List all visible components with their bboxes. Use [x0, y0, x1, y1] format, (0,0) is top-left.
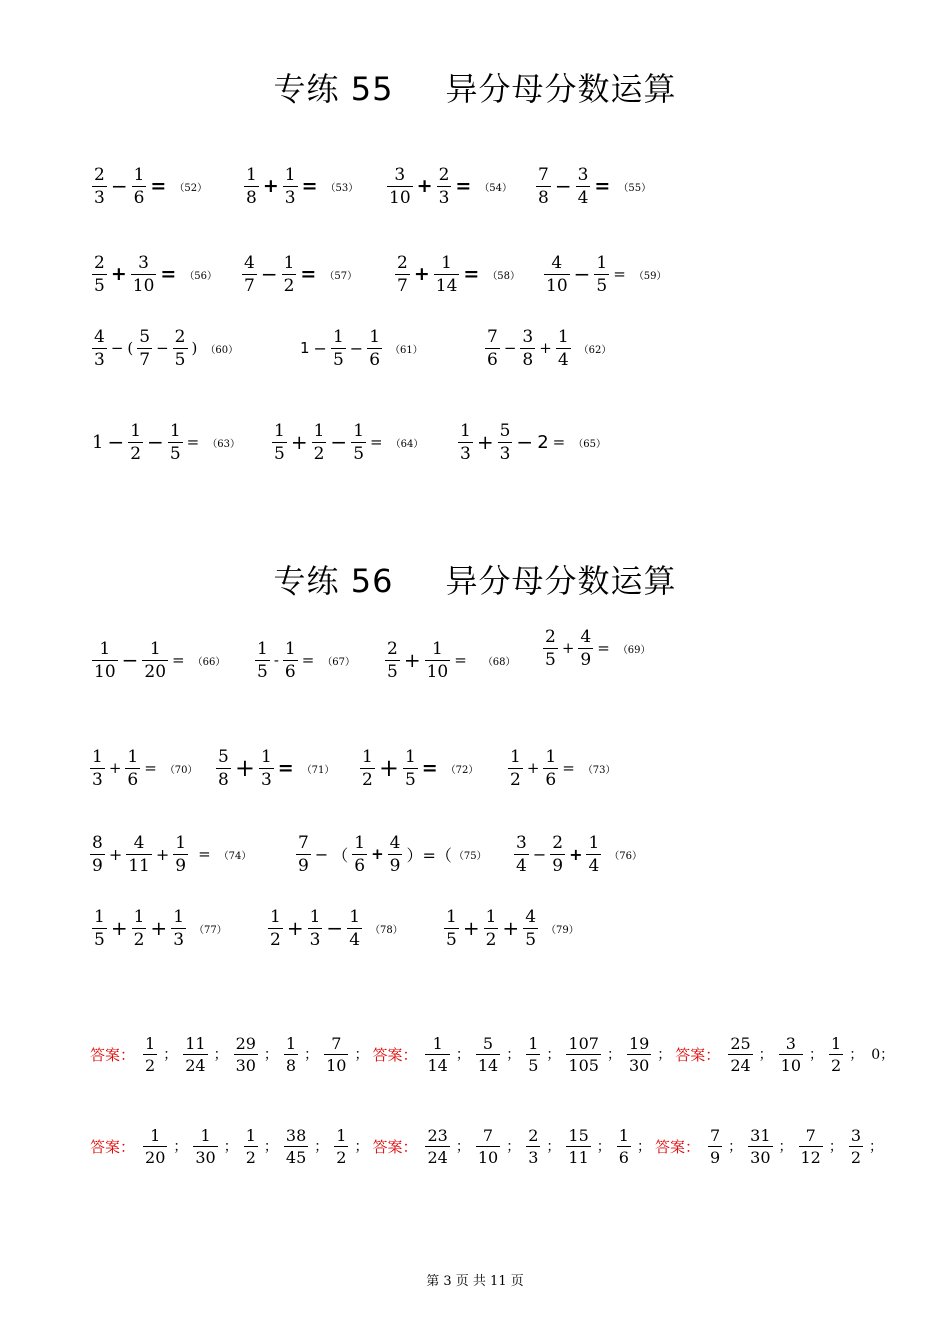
answer-fraction — [284, 1125, 308, 1168]
fraction: $\frac{1}{3}$ — [260, 746, 272, 790]
problem-number: （74） — [218, 850, 252, 862]
numerator: 7 — [709, 1125, 721, 1145]
fraction: $\frac{3}{4}$ — [516, 832, 527, 876]
separator: ； — [354, 1139, 369, 1155]
fraction: $\frac{4}{9}$ — [580, 626, 592, 670]
problem-63: 1 − $\frac{1}{2}$ − $\frac{1}{5}$ = （63） — [92, 420, 240, 464]
problem-61: 1 − $\frac{1}{5}$ − $\frac{1}{6}$ （61） — [300, 326, 423, 370]
fraction: $\frac{1}{20}$ — [144, 638, 167, 682]
problem-number: （53） — [325, 182, 359, 194]
problem-65: $\frac{1}{3}$ + $\frac{5}{3}$ − 2 = （65） — [460, 420, 606, 464]
numerator: 1 — [528, 1033, 539, 1053]
problem-number: （69） — [617, 644, 651, 656]
fraction: $\frac{1}{3}$ — [173, 906, 185, 950]
problem-77: $\frac{1}{5}$ + $\frac{1}{2}$ + $\frac{1}{3}$ （77） — [94, 906, 227, 950]
denominator: 10 — [326, 1055, 347, 1075]
answer-fraction — [425, 1033, 449, 1076]
numerator: 38 — [285, 1125, 307, 1145]
problem-75: $\frac{7}{9}$ − （ $\frac{1}{6}$ + $\frac{4}{9}$ ）=（ （75） — [298, 832, 487, 876]
fraction: $\frac{4}{7}$ — [244, 252, 255, 296]
title-55-right: 异分母分数运算 — [445, 70, 677, 108]
problem-number: （64） — [390, 438, 424, 450]
fraction: $\frac{5}{7}$ — [139, 326, 151, 370]
problem-66: $\frac{1}{10}$ − $\frac{1}{20}$ = （66） — [94, 638, 226, 682]
fraction: $\frac{1}{9}$ — [175, 832, 187, 876]
answer-fraction — [829, 1033, 843, 1076]
separator: ； — [546, 1139, 561, 1155]
fraction: $\frac{1}{8}$ — [246, 164, 257, 208]
fraction: $\frac{2}{5}$ — [174, 326, 186, 370]
answer-label: 答案： — [372, 1045, 418, 1064]
problem-64: $\frac{1}{5}$ + $\frac{1}{2}$ − $\frac{1}{5}$ = （64） — [274, 420, 424, 464]
fraction: $\frac{7}{9}$ — [298, 832, 309, 876]
numerator: 1 — [150, 1125, 161, 1145]
problem-55: $\frac{7}{8}$ − $\frac{3}{4}$ = （55） — [538, 164, 652, 208]
fraction: $\frac{1}{5}$ — [332, 326, 344, 370]
problem-54: $\frac{3}{10}$ + $\frac{2}{3}$ = （54） — [389, 164, 513, 208]
problem-62: $\frac{7}{6}$ − $\frac{3}{8}$ + $\frac{1}{4}$ （62） — [487, 326, 612, 370]
separator: ； — [263, 1139, 278, 1155]
numerator: 3 — [850, 1125, 862, 1145]
fraction: $\frac{1}{6}$ — [133, 164, 145, 208]
denominator: 8 — [285, 1055, 297, 1075]
problem-number: （77） — [194, 924, 227, 936]
fraction: $\frac{1}{5}$ — [169, 420, 181, 464]
fraction: $\frac{1}{2}$ — [283, 252, 295, 296]
problem-number: （79） — [546, 924, 579, 936]
denominator: 24 — [730, 1055, 751, 1075]
separator: ； — [506, 1139, 521, 1155]
answer-fraction — [324, 1033, 348, 1076]
fraction: $\frac{8}{9}$ — [92, 832, 103, 876]
problem-72: $\frac{1}{2}$ + $\frac{1}{5}$ = （72） — [362, 746, 479, 790]
separator: ； — [657, 1047, 672, 1063]
separator: ； — [263, 1047, 278, 1063]
fraction: $\frac{1}{6}$ — [545, 746, 557, 790]
problem-number: （71） — [301, 764, 335, 776]
numerator: 25 — [730, 1033, 751, 1053]
denominator: 5 — [528, 1055, 539, 1075]
fraction: $\frac{4}{3}$ — [94, 326, 105, 370]
numerator: 15 — [568, 1125, 589, 1145]
numerator: 2 — [528, 1125, 539, 1145]
answer-fraction — [476, 1033, 500, 1076]
answer-fraction — [425, 1125, 449, 1168]
problem-number: （52） — [174, 182, 208, 194]
separator: ； — [506, 1047, 521, 1063]
problem-71: $\frac{5}{8}$ + $\frac{1}{3}$ = （71） — [218, 746, 335, 790]
answer-fraction — [143, 1125, 167, 1168]
problem-number: （59） — [633, 270, 667, 282]
fraction: $\frac{3}{8}$ — [522, 326, 534, 370]
fraction: $\frac{2}{3}$ — [94, 164, 105, 208]
separator: ； — [223, 1139, 238, 1155]
problem-number: （57） — [324, 270, 358, 282]
problem-number: （70） — [164, 764, 198, 776]
fraction: $\frac{2}{5}$ — [387, 638, 398, 682]
fraction: $\frac{1}{2}$ — [133, 906, 145, 950]
separator: ； — [636, 1139, 651, 1155]
fraction: $\frac{4}{5}$ — [525, 906, 537, 950]
fraction: $\frac{2}{3}$ — [438, 164, 450, 208]
separator: ； — [163, 1047, 178, 1063]
problem-number: （62） — [578, 344, 612, 356]
answer-fraction — [334, 1125, 348, 1168]
denominator: 2 — [145, 1055, 156, 1075]
problem-59: $\frac{4}{10}$ − $\frac{1}{5}$ = （59） — [546, 252, 667, 296]
fraction: $\frac{1}{5}$ — [353, 420, 365, 464]
answer-label: 答案： — [90, 1137, 136, 1156]
answer-label: 答案： — [372, 1137, 418, 1156]
fraction: $\frac{1}{3}$ — [309, 906, 321, 950]
fraction: $\frac{1}{10}$ — [94, 638, 116, 682]
problem-number: （63） — [207, 438, 240, 450]
answer-fraction — [234, 1033, 258, 1076]
denominator: 45 — [285, 1147, 307, 1167]
denominator: 3 — [528, 1147, 539, 1167]
fraction: $\frac{1}{2}$ — [313, 420, 325, 464]
separator: ； — [304, 1047, 319, 1063]
separator: ； — [809, 1047, 824, 1063]
separator: ； — [213, 1047, 228, 1063]
problem-number: （67） — [322, 656, 356, 668]
numerator: 23 — [427, 1125, 448, 1145]
problem-number: （58） — [487, 270, 521, 282]
problem-53: $\frac{1}{8}$ + $\frac{1}{3}$ = （53） — [246, 164, 359, 208]
numerator: 1 — [618, 1125, 629, 1145]
fraction: $\frac{4}{10}$ — [546, 252, 568, 296]
fraction: $\frac{1}{2}$ — [362, 746, 373, 790]
problem-number: （75） — [453, 850, 487, 862]
fraction: $\frac{1}{3}$ — [284, 164, 296, 208]
answer-tail: 0； — [871, 1047, 895, 1063]
fraction: $\frac{7}{6}$ — [487, 326, 498, 370]
separator: ； — [596, 1139, 611, 1155]
fraction: $\frac{7}{8}$ — [538, 164, 549, 208]
separator: ； — [828, 1139, 843, 1155]
problem-number: （56） — [184, 270, 218, 282]
fraction: $\frac{5}{3}$ — [499, 420, 511, 464]
fraction: $\frac{1}{5}$ — [446, 906, 457, 950]
fraction: $\frac{1}{4}$ — [349, 906, 361, 950]
answer-fraction — [849, 1125, 863, 1168]
numerator: 1 — [336, 1125, 347, 1145]
problem-58: $\frac{2}{7}$ + $\frac{1}{14}$ = （58） — [397, 252, 521, 296]
numerator: 1 — [145, 1033, 156, 1053]
section-title-56 — [0, 556, 950, 602]
title-56-left: 专练 56 — [273, 562, 394, 600]
problem-74: $\frac{8}{9}$ + $\frac{4}{11}$ + $\frac{1}{9}$ = （74） — [92, 832, 252, 876]
numerator: 5 — [482, 1033, 494, 1053]
numerator: 7 — [805, 1125, 816, 1145]
fraction: $\frac{1}{6}$ — [354, 832, 366, 876]
separator: ； — [606, 1047, 621, 1063]
numerator: 1 — [432, 1033, 443, 1053]
problem-number: （66） — [192, 656, 226, 668]
problem-number: （54） — [479, 182, 513, 194]
numerator: 1 — [200, 1125, 211, 1145]
denominator: 24 — [427, 1147, 448, 1167]
fraction: $\frac{1}{5}$ — [274, 420, 285, 464]
fraction: $\frac{2}{5}$ — [94, 252, 105, 296]
denominator: 10 — [477, 1147, 499, 1167]
fraction: $\frac{1}{5}$ — [596, 252, 608, 296]
answer-fraction — [748, 1125, 772, 1168]
problem-67: $\frac{1}{5}$ - $\frac{1}{6}$ = （67） — [257, 638, 356, 682]
fraction: $\frac{2}{9}$ — [552, 832, 564, 876]
denominator: 2 — [850, 1147, 862, 1167]
numerator: 3 — [785, 1033, 796, 1053]
separator: ； — [314, 1139, 329, 1155]
problem-69: $\frac{2}{5}$ + $\frac{4}{9}$ = （69） — [545, 626, 651, 670]
denominator: 2 — [336, 1147, 347, 1167]
title-56-right: 异分母分数运算 — [445, 562, 677, 600]
answer-row-1 — [90, 1024, 898, 1084]
numerator: 107 — [568, 1033, 599, 1053]
fraction: $\frac{1}{3}$ — [92, 746, 103, 790]
answer-fraction — [183, 1033, 207, 1076]
problem-number: （68） — [482, 656, 516, 668]
denominator: 10 — [780, 1055, 802, 1075]
problem-number: （55） — [618, 182, 652, 194]
denominator: 9 — [709, 1147, 721, 1167]
numerator: 1 — [831, 1033, 842, 1053]
numerator: 29 — [235, 1033, 256, 1053]
answer-label: 答案： — [654, 1137, 700, 1156]
fraction: $\frac{1}{2}$ — [130, 420, 142, 464]
answer-label: 答案： — [90, 1045, 136, 1064]
answer-fraction — [526, 1033, 540, 1076]
problem-number: （73） — [582, 764, 616, 776]
denominator: 14 — [427, 1055, 448, 1075]
problem-68: $\frac{2}{5}$ + $\frac{1}{10}$ = （68） — [387, 638, 516, 682]
separator: ； — [849, 1047, 864, 1063]
answer-fraction — [143, 1033, 157, 1076]
numerator: 11 — [185, 1033, 206, 1053]
answer-fraction — [566, 1125, 590, 1168]
denominator: 30 — [235, 1055, 256, 1075]
answer-fraction — [708, 1125, 722, 1168]
denominator: 24 — [185, 1055, 206, 1075]
denominator: 11 — [568, 1147, 589, 1167]
answer-fraction — [617, 1125, 631, 1168]
answer-row-2 — [90, 1116, 887, 1176]
numerator: 1 — [245, 1125, 256, 1145]
fraction: $\frac{1}{6}$ — [127, 746, 139, 790]
fraction: $\frac{3}{10}$ — [389, 164, 411, 208]
separator: ； — [728, 1139, 743, 1155]
answer-fraction — [799, 1125, 823, 1168]
fraction: $\frac{1}{3}$ — [460, 420, 471, 464]
fraction: $\frac{1}{5}$ — [404, 746, 416, 790]
denominator: 105 — [568, 1055, 599, 1075]
denominator: 30 — [750, 1147, 771, 1167]
fraction: $\frac{3}{10}$ — [132, 252, 155, 296]
fraction: $\frac{1}{6}$ — [284, 638, 296, 682]
fraction: $\frac{1}{2}$ — [510, 746, 521, 790]
fraction: $\frac{2}{5}$ — [545, 626, 556, 670]
problem-number: （72） — [445, 764, 479, 776]
denominator: 20 — [145, 1147, 166, 1167]
title-55-left: 专练 55 — [273, 70, 394, 108]
numerator: 7 — [482, 1125, 494, 1145]
section-title-55 — [0, 64, 950, 110]
fraction: $\frac{1}{6}$ — [369, 326, 381, 370]
problem-76: $\frac{3}{4}$ − $\frac{2}{9}$ + $\frac{1}{4}$ （76） — [516, 832, 643, 876]
answer-label: 答案： — [675, 1045, 721, 1064]
answer-fraction — [526, 1125, 540, 1168]
problem-number: （76） — [609, 850, 643, 862]
problem-number: （78） — [370, 924, 403, 936]
fraction: $\frac{3}{4}$ — [577, 164, 589, 208]
fraction: $\frac{1}{5}$ — [94, 906, 105, 950]
problem-52: $\frac{2}{3}$ − $\frac{1}{6}$ = （52） — [94, 164, 208, 208]
denominator: 2 — [245, 1147, 256, 1167]
problem-number: （65） — [573, 438, 606, 450]
answer-fraction — [284, 1033, 298, 1076]
problem-73: $\frac{1}{2}$ + $\frac{1}{6}$ = （73） — [510, 746, 616, 790]
problem-number: （60） — [205, 344, 239, 356]
numerator: 7 — [331, 1033, 342, 1053]
denominator: 14 — [477, 1055, 499, 1075]
separator: ； — [455, 1047, 470, 1063]
fraction: $\frac{1}{14}$ — [435, 252, 458, 296]
answer-fraction — [779, 1033, 803, 1076]
fraction: $\frac{1}{4}$ — [557, 326, 569, 370]
denominator: 30 — [195, 1147, 216, 1167]
fraction: $\frac{1}{10}$ — [426, 638, 449, 682]
fraction: $\frac{1}{4}$ — [588, 832, 600, 876]
separator: ； — [869, 1139, 884, 1155]
answer-fraction — [566, 1033, 601, 1076]
fraction: $\frac{5}{8}$ — [218, 746, 229, 790]
problem-78: $\frac{1}{2}$ + $\frac{1}{3}$ − $\frac{1}{4}$ （78） — [270, 906, 403, 950]
separator: ； — [778, 1139, 793, 1155]
problem-56: $\frac{2}{5}$ + $\frac{3}{10}$ = （56） — [94, 252, 218, 296]
numerator: 19 — [628, 1033, 650, 1053]
separator: ； — [455, 1139, 470, 1155]
denominator: 12 — [800, 1147, 821, 1167]
denominator: 6 — [618, 1147, 629, 1167]
fraction: $\frac{4}{9}$ — [389, 832, 401, 876]
denominator: 30 — [628, 1055, 650, 1075]
problem-57: $\frac{4}{7}$ − $\frac{1}{2}$ = （57） — [244, 252, 358, 296]
fraction: $\frac{4}{11}$ — [128, 832, 150, 876]
fraction: $\frac{1}{5}$ — [257, 638, 268, 682]
problem-60: $\frac{4}{3}$ − ( $\frac{5}{7}$ − $\frac{2}{5}$ ) （60） — [94, 326, 239, 370]
separator: ； — [758, 1047, 773, 1063]
problem-79: $\frac{1}{5}$ + $\frac{1}{2}$ + $\frac{4}{5}$ （79） — [446, 906, 579, 950]
separator: ； — [546, 1047, 561, 1063]
separator: ； — [354, 1047, 369, 1063]
fraction: $\frac{2}{7}$ — [397, 252, 408, 296]
page-footer: 第 3 页 共 11 页 — [426, 1274, 524, 1289]
answer-fraction — [728, 1033, 752, 1076]
answer-fraction — [244, 1125, 258, 1168]
problem-70: $\frac{1}{3}$ + $\frac{1}{6}$ = （70） — [92, 746, 198, 790]
fraction: $\frac{1}{2}$ — [270, 906, 281, 950]
denominator: 2 — [831, 1055, 842, 1075]
problem-number: （61） — [390, 344, 423, 356]
separator: ； — [173, 1139, 188, 1155]
answer-fraction — [476, 1125, 500, 1168]
fraction: $\frac{1}{2}$ — [485, 906, 497, 950]
numerator: 31 — [750, 1125, 771, 1145]
numerator: 1 — [285, 1033, 297, 1053]
answer-fraction — [627, 1033, 651, 1076]
answer-fraction — [193, 1125, 217, 1168]
